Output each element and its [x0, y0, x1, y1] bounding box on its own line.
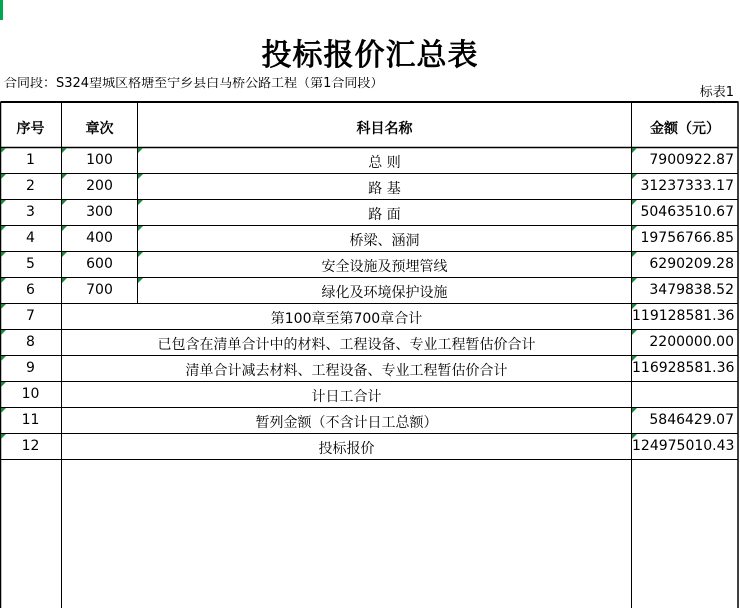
- table-row-seq: 2: [26, 178, 35, 194]
- table-row-seq: 12: [21, 438, 40, 454]
- cell-marker-icon: [62, 174, 67, 179]
- cell-marker-icon: [632, 330, 637, 335]
- table-row-seq: 7: [26, 308, 35, 324]
- table-row-seq: 5: [26, 256, 35, 272]
- table-row-item: 安全设施及预埋管线: [321, 259, 448, 275]
- table-row-amount: 5846429.07: [649, 412, 734, 428]
- cell-marker-icon: [62, 226, 67, 231]
- table-row-chapter: 200: [86, 178, 113, 194]
- table-row-amount: 2200000.00: [649, 334, 734, 350]
- sheet-number: 标表1: [699, 85, 734, 100]
- table-row-seq: 1: [26, 152, 35, 168]
- table-row-amount: 19756766.85: [640, 230, 734, 246]
- cell-marker-icon: [138, 278, 143, 283]
- table-row-chapter: 700: [86, 282, 113, 298]
- table-row-seq: 9: [26, 360, 35, 376]
- table-row-amount: 6290209.28: [649, 256, 734, 272]
- document-title: 投标报价汇总表: [261, 38, 479, 73]
- cell-marker-icon: [1, 330, 6, 335]
- table-row-seq: 4: [26, 230, 35, 246]
- cell-marker-icon: [632, 408, 637, 413]
- contract-section-label: 合同段：S324望城区格塘至宁乡县白马桥公路工程（第1合同段）: [4, 77, 384, 91]
- table-row-amount: 3479838.52: [649, 282, 734, 298]
- cell-marker-icon: [138, 200, 143, 205]
- cell-marker-icon: [1, 408, 6, 413]
- cell-marker-icon: [1, 148, 6, 153]
- table-row-chapter: 400: [86, 230, 113, 246]
- table-row-item: 暂列金额（不含计日工总额）: [255, 415, 438, 431]
- column-header-item: 科目名称: [356, 121, 413, 137]
- cell-marker-icon: [62, 148, 67, 153]
- cell-marker-icon: [632, 356, 637, 361]
- table-row-amount: 116928581.36: [632, 360, 735, 376]
- cell-marker-icon: [632, 434, 637, 439]
- cell-marker-icon: [632, 200, 637, 205]
- cell-marker-icon: [1, 252, 6, 257]
- cell-marker-icon: [632, 252, 637, 257]
- table-row-item: 已包含在清单合计中的材料、工程设备、专业工程暂估价合计: [157, 337, 536, 353]
- cell-marker-icon: [632, 278, 637, 283]
- table-row-amount: 7900922.87: [649, 152, 734, 168]
- table-row-amount: 50463510.67: [640, 204, 734, 220]
- table-row-item: 路 面: [368, 207, 401, 223]
- table-row-amount: 31237333.17: [640, 178, 734, 194]
- cell-marker-icon: [1, 174, 6, 179]
- column-header-seq: 序号: [16, 121, 45, 137]
- table-row-seq: 11: [21, 412, 40, 428]
- cell-marker-icon: [1, 304, 6, 309]
- cell-marker-icon: [632, 304, 637, 309]
- cell-marker-icon: [138, 174, 143, 179]
- table-row-item: 计日工合计: [311, 389, 382, 405]
- cell-marker-icon: [1, 356, 6, 361]
- table-row-seq: 8: [26, 334, 35, 350]
- table-row-seq: 3: [26, 204, 35, 220]
- cell-marker-icon: [1, 278, 6, 283]
- table-row-item: 投标报价: [318, 441, 375, 457]
- cell-marker-icon: [138, 226, 143, 231]
- cell-marker-icon: [632, 226, 637, 231]
- table-row-amount: 124975010.43: [632, 438, 735, 454]
- table-row-item: 绿化及环境保护设施: [321, 285, 448, 301]
- table-row-item: 清单合计减去材料、工程设备、专业工程暂估价合计: [185, 363, 508, 379]
- table-row-seq: 6: [26, 282, 35, 298]
- table-row-item: 总 则: [368, 155, 401, 171]
- cell-marker-icon: [1, 382, 6, 387]
- cell-marker-icon: [138, 252, 143, 257]
- table-row-chapter: 600: [86, 256, 113, 272]
- table-row-chapter: 300: [86, 204, 113, 220]
- cell-marker-icon: [632, 174, 637, 179]
- cell-marker-icon: [138, 148, 143, 153]
- column-header-amount: 金额（元）: [650, 121, 720, 137]
- table-row-chapter: 100: [86, 152, 113, 168]
- table-row-amount: 119128581.36: [632, 308, 735, 324]
- cell-marker-icon: [1, 434, 6, 439]
- cell-marker-icon: [62, 278, 67, 283]
- table-row-seq: 10: [21, 386, 40, 402]
- cell-marker-icon: [1, 200, 6, 205]
- column-header-chapter: 章次: [85, 121, 114, 137]
- cell-marker-icon: [632, 148, 637, 153]
- cell-marker-icon: [1, 226, 6, 231]
- cell-marker-icon: [62, 200, 67, 205]
- table-row-item: 路 基: [368, 181, 401, 197]
- table-row-item: 桥梁、涵洞: [349, 233, 420, 249]
- table-row-item: 第100章至第700章合计: [270, 311, 423, 327]
- cell-marker-icon: [62, 252, 67, 257]
